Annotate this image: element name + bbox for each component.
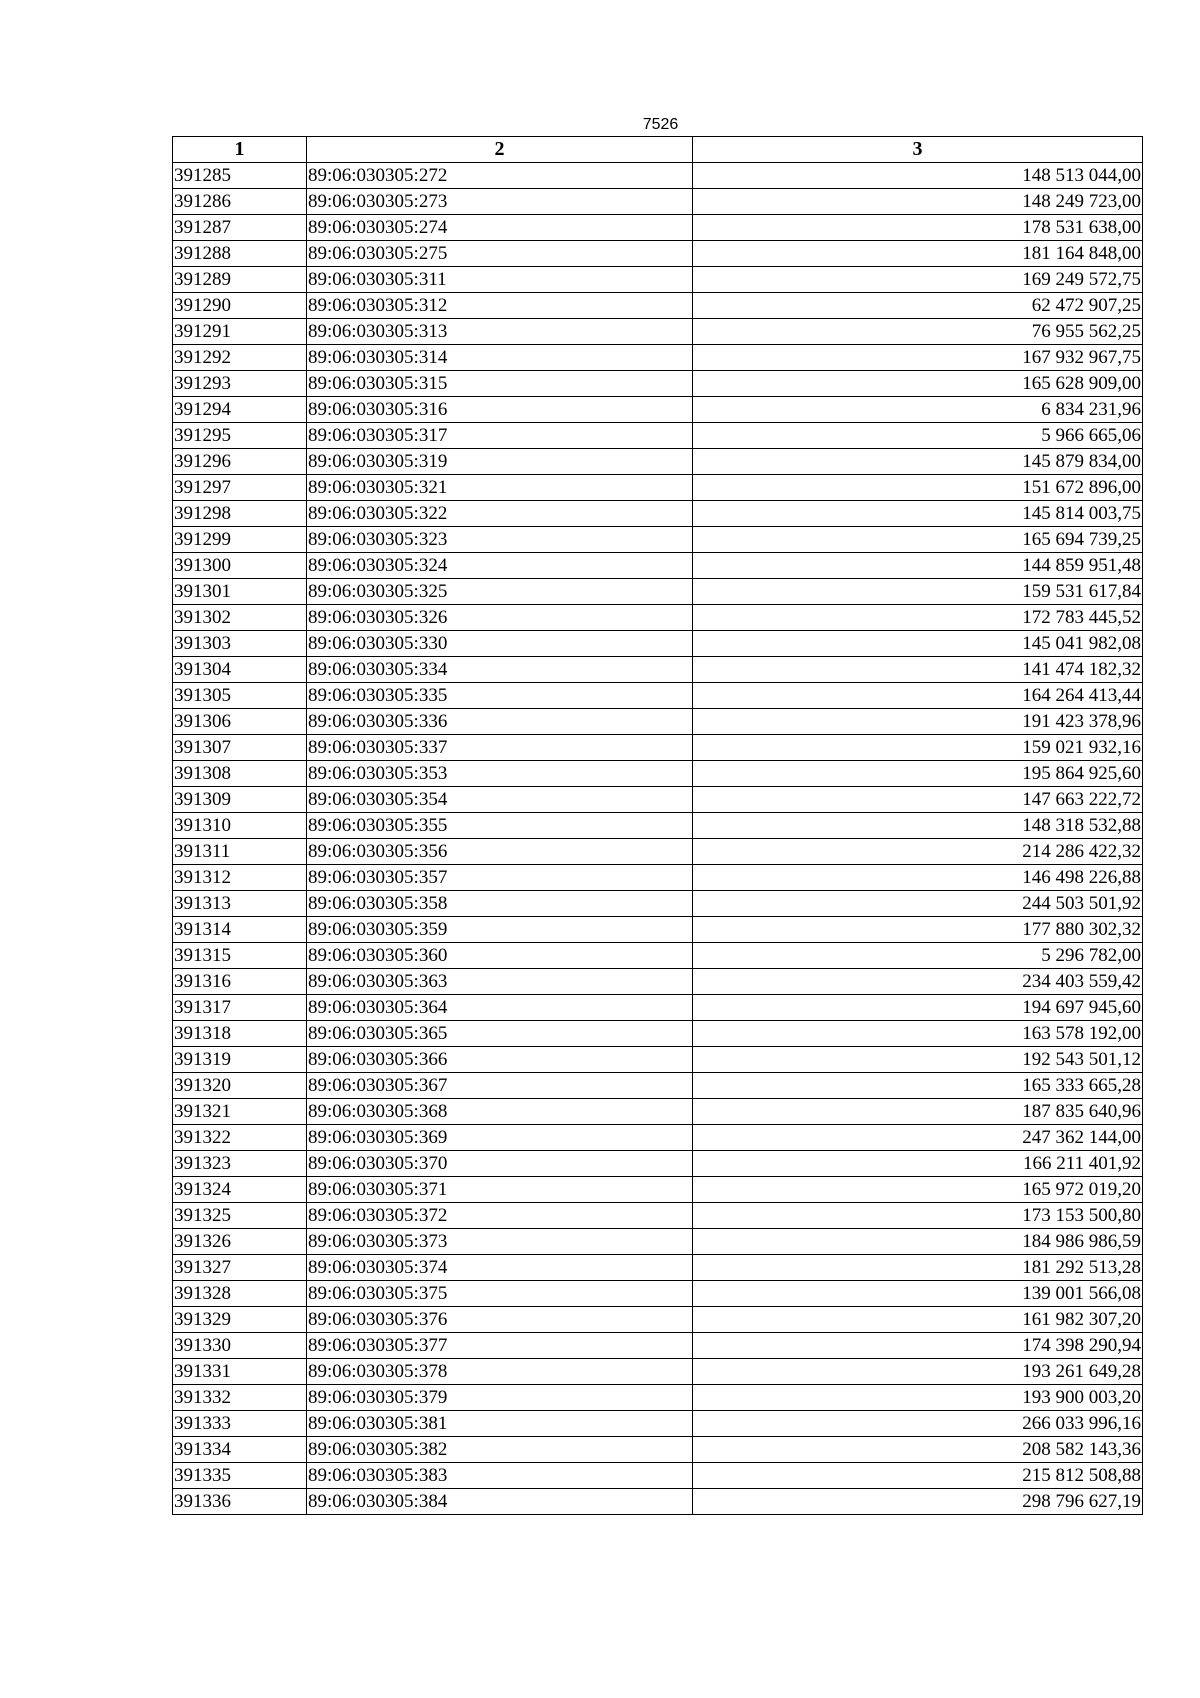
value-cell: 159 021 932,16 — [693, 735, 1143, 761]
table-row — [173, 1099, 1143, 1125]
value-cell: 165 628 909,00 — [693, 371, 1143, 397]
cadastral-number-cell: 89:06:030305:274 — [307, 215, 693, 241]
table-row — [173, 1463, 1143, 1489]
row-number-cell: 391332 — [173, 1385, 307, 1411]
table-row — [173, 423, 1143, 449]
value-cell: 6 834 231,96 — [693, 397, 1143, 423]
row-number-cell: 391293 — [173, 371, 307, 397]
table-row — [173, 813, 1143, 839]
row-number-cell: 391303 — [173, 631, 307, 657]
value-cell: 151 672 896,00 — [693, 475, 1143, 501]
value-cell: 76 955 562,25 — [693, 319, 1143, 345]
row-number-cell: 391300 — [173, 553, 307, 579]
cadastral-number-cell: 89:06:030305:360 — [307, 943, 693, 969]
table-row — [173, 579, 1143, 605]
table-row — [173, 891, 1143, 917]
table-row — [173, 1385, 1143, 1411]
cadastral-number-cell: 89:06:030305:381 — [307, 1411, 693, 1437]
value-cell: 145 879 834,00 — [693, 449, 1143, 475]
cadastral-number-cell: 89:06:030305:368 — [307, 1099, 693, 1125]
row-number-cell: 391301 — [173, 579, 307, 605]
row-number-cell: 391294 — [173, 397, 307, 423]
table-row — [173, 267, 1143, 293]
value-cell: 195 864 925,60 — [693, 761, 1143, 787]
cadastral-number-cell: 89:06:030305:337 — [307, 735, 693, 761]
value-cell: 181 292 513,28 — [693, 1255, 1143, 1281]
value-cell: 145 041 982,08 — [693, 631, 1143, 657]
value-cell: 5 966 665,06 — [693, 423, 1143, 449]
table-row — [173, 1021, 1143, 1047]
value-cell: 147 663 222,72 — [693, 787, 1143, 813]
row-number-cell: 391329 — [173, 1307, 307, 1333]
table-row — [173, 293, 1143, 319]
table-row — [173, 241, 1143, 267]
row-number-cell: 391335 — [173, 1463, 307, 1489]
value-cell: 144 859 951,48 — [693, 553, 1143, 579]
row-number-cell: 391322 — [173, 1125, 307, 1151]
row-number-cell: 391336 — [173, 1489, 307, 1515]
value-cell: 5 296 782,00 — [693, 943, 1143, 969]
cadastral-number-cell: 89:06:030305:273 — [307, 189, 693, 215]
table-row — [173, 995, 1143, 1021]
row-number-cell: 391289 — [173, 267, 307, 293]
cadastral-number-cell: 89:06:030305:383 — [307, 1463, 693, 1489]
cadastral-number-cell: 89:06:030305:311 — [307, 267, 693, 293]
value-cell: 163 578 192,00 — [693, 1021, 1143, 1047]
value-cell: 266 033 996,16 — [693, 1411, 1143, 1437]
table-row — [173, 319, 1143, 345]
row-number-cell: 391299 — [173, 527, 307, 553]
table-row — [173, 1229, 1143, 1255]
cadastral-number-cell: 89:06:030305:373 — [307, 1229, 693, 1255]
table-row — [173, 1177, 1143, 1203]
table-row — [173, 553, 1143, 579]
table-row — [173, 345, 1143, 371]
table-row — [173, 657, 1143, 683]
table-row — [173, 865, 1143, 891]
row-number-cell: 391317 — [173, 995, 307, 1021]
value-cell: 169 249 572,75 — [693, 267, 1143, 293]
table-row — [173, 475, 1143, 501]
cadastral-number-cell: 89:06:030305:370 — [307, 1151, 693, 1177]
value-cell: 139 001 566,08 — [693, 1281, 1143, 1307]
value-cell: 159 531 617,84 — [693, 579, 1143, 605]
table-row — [173, 969, 1143, 995]
value-cell: 172 783 445,52 — [693, 605, 1143, 631]
table-row — [173, 1437, 1143, 1463]
value-cell: 193 900 003,20 — [693, 1385, 1143, 1411]
cadastral-number-cell: 89:06:030305:365 — [307, 1021, 693, 1047]
cadastral-number-cell: 89:06:030305:317 — [307, 423, 693, 449]
table-row — [173, 371, 1143, 397]
table-row — [173, 1411, 1143, 1437]
row-number-cell: 391327 — [173, 1255, 307, 1281]
row-number-cell: 391323 — [173, 1151, 307, 1177]
row-number-cell: 391319 — [173, 1047, 307, 1073]
value-cell: 178 531 638,00 — [693, 215, 1143, 241]
value-cell: 167 932 967,75 — [693, 345, 1143, 371]
row-number-cell: 391334 — [173, 1437, 307, 1463]
table-row — [173, 1125, 1143, 1151]
cadastral-number-cell: 89:06:030305:359 — [307, 917, 693, 943]
table-row — [173, 943, 1143, 969]
cadastral-number-cell: 89:06:030305:314 — [307, 345, 693, 371]
table-row — [173, 1047, 1143, 1073]
table-row — [173, 1255, 1143, 1281]
cadastral-number-cell: 89:06:030305:325 — [307, 579, 693, 605]
row-number-cell: 391302 — [173, 605, 307, 631]
cadastral-number-cell: 89:06:030305:371 — [307, 1177, 693, 1203]
cadastral-number-cell: 89:06:030305:323 — [307, 527, 693, 553]
cadastral-number-cell: 89:06:030305:313 — [307, 319, 693, 345]
cadastral-number-cell: 89:06:030305:372 — [307, 1203, 693, 1229]
row-number-cell: 391309 — [173, 787, 307, 813]
value-cell: 244 503 501,92 — [693, 891, 1143, 917]
row-number-cell: 391311 — [173, 839, 307, 865]
cadastral-number-cell: 89:06:030305:384 — [307, 1489, 693, 1515]
cadastral-number-cell: 89:06:030305:330 — [307, 631, 693, 657]
value-cell: 145 814 003,75 — [693, 501, 1143, 527]
cadastral-number-cell: 89:06:030305:316 — [307, 397, 693, 423]
value-cell: 194 697 945,60 — [693, 995, 1143, 1021]
table-row — [173, 1203, 1143, 1229]
row-number-cell: 391310 — [173, 813, 307, 839]
cadastral-number-cell: 89:06:030305:353 — [307, 761, 693, 787]
cadastral-number-cell: 89:06:030305:369 — [307, 1125, 693, 1151]
table-row — [173, 527, 1143, 553]
value-cell: 141 474 182,32 — [693, 657, 1143, 683]
value-cell: 164 264 413,44 — [693, 683, 1143, 709]
row-number-cell: 391320 — [173, 1073, 307, 1099]
value-cell: 247 362 144,00 — [693, 1125, 1143, 1151]
cadastral-number-cell: 89:06:030305:375 — [307, 1281, 693, 1307]
value-cell: 146 498 226,88 — [693, 865, 1143, 891]
page-number: 7526 — [642, 116, 679, 133]
table-body — [173, 163, 1143, 1515]
row-number-cell: 391328 — [173, 1281, 307, 1307]
cadastral-number-cell: 89:06:030305:315 — [307, 371, 693, 397]
registry-table — [172, 136, 1143, 1515]
cadastral-number-cell: 89:06:030305:322 — [307, 501, 693, 527]
cadastral-number-cell: 89:06:030305:354 — [307, 787, 693, 813]
cadastral-number-cell: 89:06:030305:363 — [307, 969, 693, 995]
table-row — [173, 735, 1143, 761]
table-row — [173, 501, 1143, 527]
row-number-cell: 391286 — [173, 189, 307, 215]
table-row — [173, 1151, 1143, 1177]
value-cell: 215 812 508,88 — [693, 1463, 1143, 1489]
cadastral-number-cell: 89:06:030305:358 — [307, 891, 693, 917]
value-cell: 208 582 143,36 — [693, 1437, 1143, 1463]
cadastral-number-cell: 89:06:030305:319 — [307, 449, 693, 475]
table-row — [173, 1281, 1143, 1307]
cadastral-number-cell: 89:06:030305:326 — [307, 605, 693, 631]
table-row — [173, 189, 1143, 215]
column-header-1: 1 — [173, 137, 307, 163]
value-cell: 165 972 019,20 — [693, 1177, 1143, 1203]
row-number-cell: 391325 — [173, 1203, 307, 1229]
table-row — [173, 787, 1143, 813]
value-cell: 165 694 739,25 — [693, 527, 1143, 553]
cadastral-number-cell: 89:06:030305:364 — [307, 995, 693, 1021]
value-cell: 166 211 401,92 — [693, 1151, 1143, 1177]
row-number-cell: 391298 — [173, 501, 307, 527]
value-cell: 234 403 559,42 — [693, 969, 1143, 995]
value-cell: 174 398 290,94 — [693, 1333, 1143, 1359]
row-number-cell: 391295 — [173, 423, 307, 449]
table-row — [173, 163, 1143, 189]
table-row — [173, 683, 1143, 709]
value-cell: 148 249 723,00 — [693, 189, 1143, 215]
cadastral-number-cell: 89:06:030305:382 — [307, 1437, 693, 1463]
cadastral-number-cell: 89:06:030305:334 — [307, 657, 693, 683]
column-header-2: 2 — [307, 137, 693, 163]
table-row — [173, 1489, 1143, 1515]
table-row — [173, 917, 1143, 943]
value-cell: 62 472 907,25 — [693, 293, 1143, 319]
value-cell: 165 333 665,28 — [693, 1073, 1143, 1099]
table-row — [173, 1359, 1143, 1385]
cadastral-number-cell: 89:06:030305:366 — [307, 1047, 693, 1073]
row-number-cell: 391288 — [173, 241, 307, 267]
row-number-cell: 391316 — [173, 969, 307, 995]
table-row — [173, 215, 1143, 241]
row-number-cell: 391297 — [173, 475, 307, 501]
value-cell: 181 164 848,00 — [693, 241, 1143, 267]
cadastral-number-cell: 89:06:030305:324 — [307, 553, 693, 579]
row-number-cell: 391291 — [173, 319, 307, 345]
cadastral-number-cell: 89:06:030305:275 — [307, 241, 693, 267]
cadastral-number-cell: 89:06:030305:378 — [307, 1359, 693, 1385]
row-number-cell: 391312 — [173, 865, 307, 891]
row-number-cell: 391318 — [173, 1021, 307, 1047]
cadastral-number-cell: 89:06:030305:377 — [307, 1333, 693, 1359]
table-row — [173, 449, 1143, 475]
row-number-cell: 391314 — [173, 917, 307, 943]
cadastral-number-cell: 89:06:030305:357 — [307, 865, 693, 891]
value-cell: 214 286 422,32 — [693, 839, 1143, 865]
row-number-cell: 391333 — [173, 1411, 307, 1437]
cadastral-number-cell: 89:06:030305:356 — [307, 839, 693, 865]
row-number-cell: 391330 — [173, 1333, 307, 1359]
table-row — [173, 709, 1143, 735]
row-number-cell: 391326 — [173, 1229, 307, 1255]
table-header-row — [173, 137, 1143, 163]
value-cell: 187 835 640,96 — [693, 1099, 1143, 1125]
cadastral-number-cell: 89:06:030305:312 — [307, 293, 693, 319]
value-cell: 177 880 302,32 — [693, 917, 1143, 943]
row-number-cell: 391305 — [173, 683, 307, 709]
row-number-cell: 391287 — [173, 215, 307, 241]
row-number-cell: 391324 — [173, 1177, 307, 1203]
value-cell: 148 513 044,00 — [693, 163, 1143, 189]
cadastral-number-cell: 89:06:030305:376 — [307, 1307, 693, 1333]
row-number-cell: 391290 — [173, 293, 307, 319]
value-cell: 298 796 627,19 — [693, 1489, 1143, 1515]
table-row — [173, 631, 1143, 657]
cadastral-number-cell: 89:06:030305:336 — [307, 709, 693, 735]
row-number-cell: 391321 — [173, 1099, 307, 1125]
value-cell: 193 261 649,28 — [693, 1359, 1143, 1385]
value-cell: 184 986 986,59 — [693, 1229, 1143, 1255]
row-number-cell: 391306 — [173, 709, 307, 735]
table-row — [173, 605, 1143, 631]
cadastral-number-cell: 89:06:030305:321 — [307, 475, 693, 501]
cadastral-number-cell: 89:06:030305:335 — [307, 683, 693, 709]
row-number-cell: 391307 — [173, 735, 307, 761]
value-cell: 191 423 378,96 — [693, 709, 1143, 735]
value-cell: 192 543 501,12 — [693, 1047, 1143, 1073]
row-number-cell: 391308 — [173, 761, 307, 787]
row-number-cell: 391331 — [173, 1359, 307, 1385]
row-number-cell: 391304 — [173, 657, 307, 683]
table-row — [173, 1333, 1143, 1359]
table-row — [173, 397, 1143, 423]
column-header-3: 3 — [693, 137, 1143, 163]
row-number-cell: 391285 — [173, 163, 307, 189]
row-number-cell: 391292 — [173, 345, 307, 371]
value-cell: 161 982 307,20 — [693, 1307, 1143, 1333]
row-number-cell: 391313 — [173, 891, 307, 917]
row-number-cell: 391315 — [173, 943, 307, 969]
value-cell: 173 153 500,80 — [693, 1203, 1143, 1229]
cadastral-number-cell: 89:06:030305:367 — [307, 1073, 693, 1099]
table-row — [173, 761, 1143, 787]
cadastral-number-cell: 89:06:030305:272 — [307, 163, 693, 189]
table-row — [173, 1073, 1143, 1099]
row-number-cell: 391296 — [173, 449, 307, 475]
cadastral-number-cell: 89:06:030305:374 — [307, 1255, 693, 1281]
cadastral-number-cell: 89:06:030305:355 — [307, 813, 693, 839]
cadastral-number-cell: 89:06:030305:379 — [307, 1385, 693, 1411]
value-cell: 148 318 532,88 — [693, 813, 1143, 839]
table-row — [173, 1307, 1143, 1333]
table-row — [173, 839, 1143, 865]
